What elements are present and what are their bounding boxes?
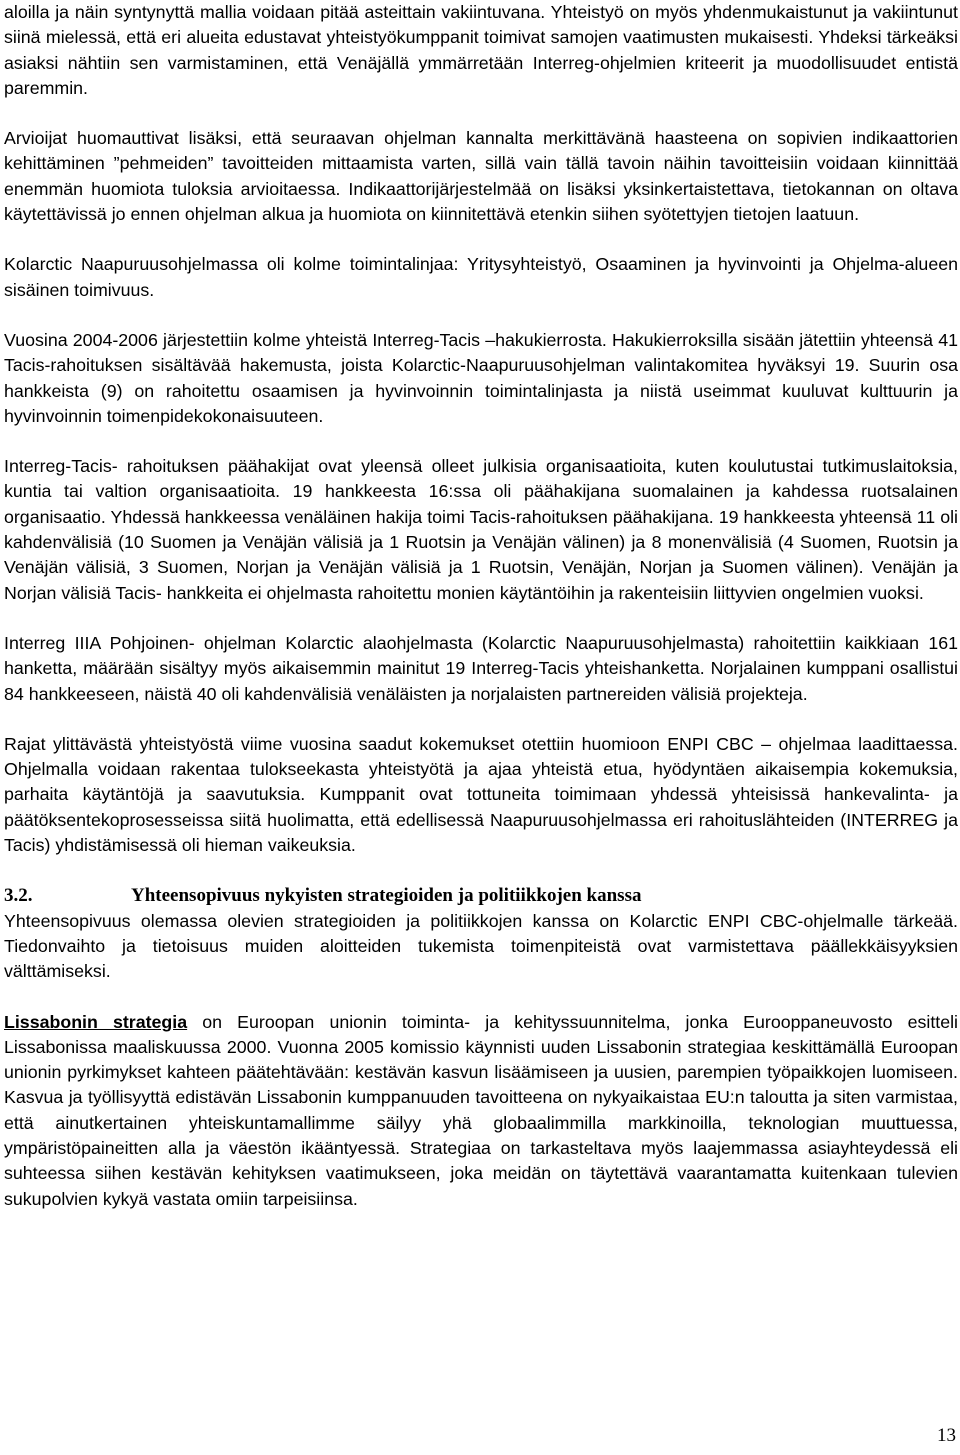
document-page bbox=[4, 0, 958, 1212]
paragraph-4: Vuosina 2004-2006 järjestettiin kolme yhteistä Interreg-Tacis –hakukierrosta. Hakukierroksilla sisään jätettiin yhteensä 41 Tacis-rahoituksen sisältävää hakemusta, joista Kolarctic-Naapuruusohjelman valintakomitea hyväksyi 19. Suurin osa hankkeista (9) on rahoitettu osaamisen ja hyvinvoinnin toimintalinjasta ja niistä useimmat kuuluvat kulttuurin ja hyvinvoinnin toimenpidekokonaisuuteen. bbox=[4, 329, 958, 426]
section-heading bbox=[4, 883, 958, 908]
section-intro: Yhteensopivuus olemassa olevien strategioiden ja politiikkojen kanssa on Kolarctic ENPI CBC-ohjelmalle tärkeää. Tiedonvaihto ja tietoisuus muiden aloitteiden tukemista toimenpiteistä ovat varmistettava päällekkäisyyksien välttämiseksi. bbox=[4, 910, 958, 982]
paragraph-5: Interreg-Tacis- rahoituksen päähakijat ovat yleensä olleet julkisia organisaatioita, kuten koulutustai tutkimuslaitoksia, kuntia tai valtion organisaatioita. 19 hankkeesta 16:ssa oli päähakijana suomalainen ja kahdessa ruotsalainen organisaatio. Yhdessä hankkeessa venäläinen hakija toimi Tacis-rahoituksen päähakijana. 19 hankkeesta yhteensä 11 oli kahdenvälisiä (10 Suomen ja Venäjän välisiä ja 1 Ruotsin ja Venäjän välinen) ja 8 monenvälisiä (4 Suomen, Ruotsin ja Venäjän välisiä, 3 Suomen, Norjan ja Venäjän välisiä ja 1 Ruotsin, Venäjän, Norjan ja Suomen välinen). Venäjän ja Norjan välisiä Tacis- hankkeita ei ohjelmasta rahoitettu monien käytäntöihin ja rakenteisiin liittyvien ongelmien vuoksi. bbox=[4, 456, 958, 603]
section-number: 3.2. bbox=[4, 885, 33, 907]
lisbon-strategy-term: Lissabonin strategia bbox=[4, 1011, 188, 1032]
lisbon-strategy-text: on Euroopan unionin toiminta- ja kehityssuunnitelma, jonka Eurooppaneuvosto esitteli Lissabonissa maaliskuussa 2000. Vuonna 2005 komissio käynnisti uuden Lissabonin strategiaa keskittämällä Euroopan unionin pyrkimykset kahteen päätehtävään: kestävän kasvun lisäämiseen ja uusien, parempien työpaikkojen luomiseen. Kasvua ja työllisyyttä edistävän Lissabonin kumppanuuden tavoitteena on nykyaikaistaa EU:n taloutta ja siten varmistaa, että ainutkertainen yhteiskuntamallimme säilyy yhä globaalimmilla markkinoilla, teknologian muuttuessa, ympäristöpaineitten alla ja väestön ikääntyessä. Strategiaa on tarkasteltava myös laajemmassa asiayhteydessä eli suhteessa siihen kestävän kehityksen vaatimukseen, joka meidän on täytettävä vaarantamatta kuitenkaan tulevien sukupolvien kykyä vastata omiin tarpeisiinsa. bbox=[4, 1011, 958, 1209]
lisbon-paragraph bbox=[4, 1010, 958, 1212]
paragraph-6: Interreg IIIA Pohjoinen- ohjelman Kolarctic alaohjelmasta (Kolarctic Naapuruusohjelmasta) rahoitettiin kaikkiaan 161 hanketta, määrään sisältyy myös aikaisemmin mainitut 19 Interreg-Tacis yhteishanketta. Norjalainen kumppani osallistui 84 hankkeeseen, näistä 40 oli kahdenvälisiä venäläisten ja norjalaisten partnereiden välisiä projekteja. bbox=[4, 632, 958, 704]
section-title: Yhteensopivuus nykyisten strategioiden ja politiikkojen kanssa bbox=[131, 885, 642, 907]
page-number: 13 bbox=[937, 1425, 956, 1446]
paragraph-3: Kolarctic Naapuruusohjelmassa oli kolme toimintalinjaa: Yritysyhteistyö, Osaaminen ja hyvinvointi ja Ohjelma-alueen sisäinen toimivuus. bbox=[4, 254, 958, 300]
paragraph-1: aloilla ja näin syntynyttä mallia voidaan pitää asteittain vakiintuvana. Yhteistyö on myös yhdenmukaistunut ja vakiintunut siinä mielessä, että eri alueita edustavat yhteistyökumppanit toimivat samojen vaatimusten mukaisesti. Yhdeksi tärkeäksi asiaksi nähtiin sen varmistaminen, että Venäjällä ymmärretään Interreg-ohjelmien kriteerit ja muodollisuudet entistä paremmin. bbox=[4, 2, 958, 98]
paragraph-7: Rajat ylittävästä yhteistyöstä viime vuosina saadut kokemukset otettiin huomioon ENPI CBC – ohjelmaa laadittaessa. Ohjelmalla voidaan rakentaa tulokseekasta yhteistyötä ja ajaa yhteistä etua, hyödyntäen aikaisempia kokemuksia, parhaita käytäntöjä ja saavutuksia. Kumppanit ovat tottuneita toimimaan yhdessä yhteisissä hankevalinta- ja päätöksentekoprosesseissa siitä huolimatta, että edellisessä Naapuruusohjelmassa eri rahoituslähteiden (INTERREG ja Tacis) yhdistämisessä oli hieman vaikeuksia. bbox=[4, 733, 958, 856]
paragraph-2: Arvioijat huomauttivat lisäksi, että seuraavan ohjelman kannalta merkittävänä haasteena on sopivien indikaattorien kehittäminen ”pehmeiden” tavoitteiden mittaamista varten, sillä vain tällä tavoin näihin tavoitteisiin voidaan kiinnittää enemmän huomiota tuloksia arvioitaessa. Indikaattorijärjestelmää on lisäksi yksinkertaistettava, tietokannan on oltava käytettävissä jo ennen ohjelman alkua ja huomiota on kiinnitettävä etenkin siihen syötettyjen tietojen laatuun. bbox=[4, 128, 958, 225]
